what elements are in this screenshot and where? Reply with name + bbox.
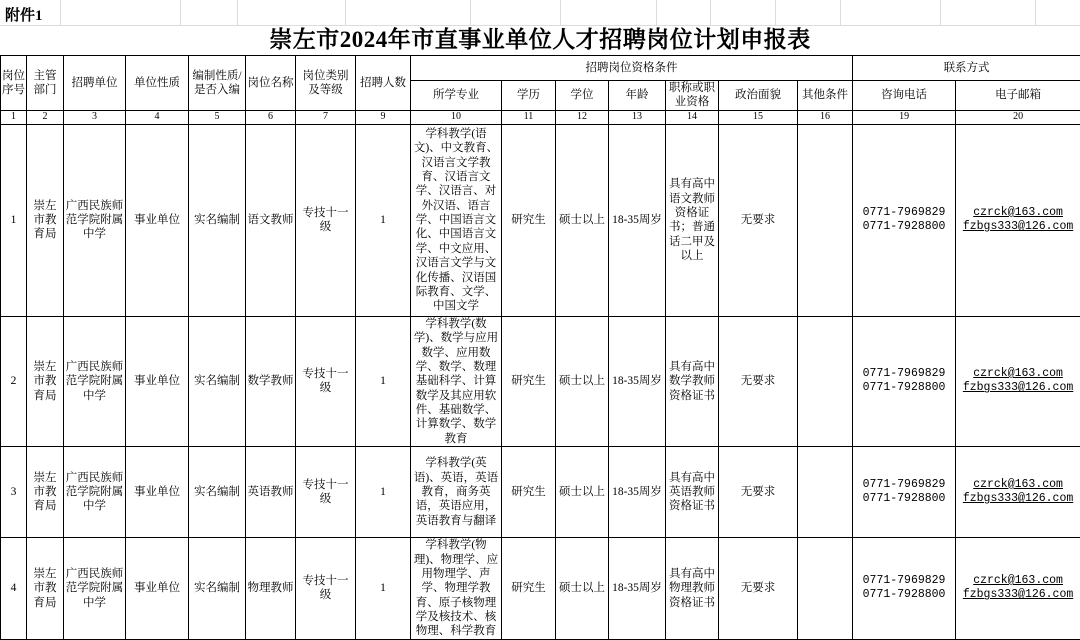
cell-political: 无要求 <box>719 316 798 446</box>
cell-dept: 崇左市教育局 <box>27 124 64 316</box>
column-number: 16 <box>798 110 853 124</box>
cell-post-grade: 专技十一级 <box>296 316 356 446</box>
table-row <box>1 538 1080 640</box>
phone-number: 0771-7928800 <box>854 220 954 234</box>
col-header-education: 学历 <box>502 81 556 111</box>
cell-unit-type: 事业单位 <box>126 447 189 538</box>
col-header-email: 电子邮箱 <box>956 81 1080 111</box>
cell-seq: 4 <box>1 538 27 640</box>
column-number: 15 <box>719 110 798 124</box>
spreadsheet-gridline <box>940 0 941 25</box>
cell-employer: 广西民族师范学院附属中学 <box>64 447 126 538</box>
column-number: 2 <box>27 110 64 124</box>
phone-number: 0771-7969829 <box>854 206 954 220</box>
col-header-post-grade: 岗位类别及等级 <box>296 56 356 111</box>
table-header <box>1 56 1080 125</box>
col-header-seq: 岗位序号 <box>1 56 27 111</box>
cell-majors: 学科教学(数学)、数学与应用数学、应用数学、数学、数理基础科学、计算数学及其应用软件、基础数学、计算数学、数学教育 <box>411 316 502 446</box>
col-header-other: 其他条件 <box>798 81 853 111</box>
column-number: 1 <box>1 110 27 124</box>
column-number: 7 <box>296 110 356 124</box>
spreadsheet-gridline <box>710 0 711 25</box>
group-header-qualification: 招聘岗位资格条件 <box>411 56 853 81</box>
col-header-unit-type: 单位性质 <box>126 56 189 111</box>
cell-employer: 广西民族师范学院附属中学 <box>64 538 126 640</box>
cell-political: 无要求 <box>719 538 798 640</box>
cell-education: 研究生 <box>502 316 556 446</box>
col-header-majors: 所学专业 <box>411 81 502 111</box>
email-link[interactable]: fzbgs333@126.com <box>957 381 1079 395</box>
cell-seq: 2 <box>1 316 27 446</box>
spreadsheet-gridline <box>775 0 776 25</box>
cell-unit-type: 事业单位 <box>126 538 189 640</box>
cell-age: 18-35周岁 <box>609 447 666 538</box>
cell-post-grade: 专技十一级 <box>296 447 356 538</box>
email-link[interactable]: czrck@163.com <box>957 367 1079 381</box>
cell-establishment: 实名编制 <box>189 447 246 538</box>
col-header-employer: 招聘单位 <box>64 56 126 111</box>
cell-emails <box>956 447 1080 538</box>
email-link[interactable]: czrck@163.com <box>957 206 1079 220</box>
column-number: 6 <box>246 110 296 124</box>
column-number: 10 <box>411 110 502 124</box>
col-header-post-name: 岗位名称 <box>246 56 296 111</box>
cell-majors: 学科教学(英语)、英语，英语教育，商务英语，英语应用，英语教育与翻译 <box>411 447 502 538</box>
column-number: 19 <box>853 110 956 124</box>
spreadsheet-gridline <box>237 0 238 25</box>
cell-political: 无要求 <box>719 447 798 538</box>
table-row <box>1 316 1080 446</box>
cell-emails <box>956 316 1080 446</box>
cell-headcount: 1 <box>356 447 411 538</box>
cell-establishment: 实名编制 <box>189 124 246 316</box>
cell-post-name: 英语教师 <box>246 447 296 538</box>
cell-phones <box>853 538 956 640</box>
sheet-top-strip <box>0 0 1080 55</box>
table-row <box>1 447 1080 538</box>
cell-post-name: 数学教师 <box>246 316 296 446</box>
spreadsheet-gridline <box>470 0 471 25</box>
col-header-political: 政治面貌 <box>719 81 798 111</box>
cell-education: 研究生 <box>502 124 556 316</box>
cell-other <box>798 316 853 446</box>
spreadsheet-gridline <box>60 0 61 25</box>
cell-dept: 崇左市教育局 <box>27 316 64 446</box>
email-link[interactable]: fzbgs333@126.com <box>957 588 1079 602</box>
column-number: 9 <box>356 110 411 124</box>
column-number: 4 <box>126 110 189 124</box>
phone-number: 0771-7928800 <box>854 381 954 395</box>
phone-number: 0771-7928800 <box>854 492 954 506</box>
attachment-label: 附件1 <box>5 4 43 25</box>
recruitment-plan-table <box>0 55 1080 640</box>
cell-phones <box>853 124 956 316</box>
cell-degree: 硕士以上 <box>556 538 609 640</box>
col-header-degree: 学位 <box>556 81 609 111</box>
cell-age: 18-35周岁 <box>609 124 666 316</box>
cell-unit-type: 事业单位 <box>126 124 189 316</box>
cell-post-name: 语文教师 <box>246 124 296 316</box>
cell-establishment: 实名编制 <box>189 316 246 446</box>
cell-degree: 硕士以上 <box>556 124 609 316</box>
cell-other <box>798 538 853 640</box>
col-header-dept: 主管部门 <box>27 56 64 111</box>
email-link[interactable]: czrck@163.com <box>957 478 1079 492</box>
cell-headcount: 1 <box>356 538 411 640</box>
column-number: 20 <box>956 110 1080 124</box>
spreadsheet-gridline <box>1035 0 1036 25</box>
cell-dept: 崇左市教育局 <box>27 447 64 538</box>
cell-majors: 学科教学(物理)、物理学、应用物理学、声学、物理学教育、原子核物理学及核技术、核物理、科学教育 <box>411 538 502 640</box>
group-header-contact: 联系方式 <box>853 56 1080 81</box>
cell-age: 18-35周岁 <box>609 316 666 446</box>
cell-dept: 崇左市教育局 <box>27 538 64 640</box>
cell-qualification: 具有高中语文教师资格证书；普通话二甲及以上 <box>666 124 719 316</box>
cell-education: 研究生 <box>502 538 556 640</box>
cell-employer: 广西民族师范学院附属中学 <box>64 316 126 446</box>
cell-post-name: 物理教师 <box>246 538 296 640</box>
cell-qualification: 具有高中英语教师资格证书 <box>666 447 719 538</box>
column-number: 5 <box>189 110 246 124</box>
cell-headcount: 1 <box>356 316 411 446</box>
column-number: 14 <box>666 110 719 124</box>
cell-phones <box>853 316 956 446</box>
cell-seq: 3 <box>1 447 27 538</box>
cell-emails <box>956 538 1080 640</box>
column-number: 11 <box>502 110 556 124</box>
column-number: 3 <box>64 110 126 124</box>
email-link[interactable]: fzbgs333@126.com <box>957 492 1079 506</box>
cell-age: 18-35周岁 <box>609 538 666 640</box>
col-header-headcount: 招聘人数 <box>356 56 411 111</box>
cell-degree: 硕士以上 <box>556 447 609 538</box>
cell-other <box>798 124 853 316</box>
col-header-qualification: 职称或职业资格 <box>666 81 719 111</box>
cell-post-grade: 专技十一级 <box>296 124 356 316</box>
cell-establishment: 实名编制 <box>189 538 246 640</box>
cell-seq: 1 <box>1 124 27 316</box>
cell-education: 研究生 <box>502 447 556 538</box>
cell-employer: 广西民族师范学院附属中学 <box>64 124 126 316</box>
cell-phones <box>853 447 956 538</box>
phone-number: 0771-7969829 <box>854 478 954 492</box>
phone-number: 0771-7928800 <box>854 588 954 602</box>
table-row <box>1 124 1080 316</box>
col-header-age: 年龄 <box>609 81 666 111</box>
email-link[interactable]: fzbgs333@126.com <box>957 220 1079 234</box>
cell-political: 无要求 <box>719 124 798 316</box>
spreadsheet-gridline <box>840 0 841 25</box>
cell-qualification: 具有高中数学教师资格证书 <box>666 316 719 446</box>
column-number: 13 <box>609 110 666 124</box>
col-header-phone: 咨询电话 <box>853 81 956 111</box>
cell-post-grade: 专技十一级 <box>296 538 356 640</box>
spreadsheet-gridline <box>560 0 561 25</box>
spreadsheet-gridline <box>656 0 657 25</box>
cell-headcount: 1 <box>356 124 411 316</box>
column-number: 12 <box>556 110 609 124</box>
phone-number: 0771-7969829 <box>854 574 954 588</box>
spreadsheet-gridline <box>180 0 181 25</box>
cell-emails <box>956 124 1080 316</box>
table-body <box>1 124 1080 639</box>
cell-degree: 硕士以上 <box>556 316 609 446</box>
cell-other <box>798 447 853 538</box>
phone-number: 0771-7969829 <box>854 367 954 381</box>
email-link[interactable]: czrck@163.com <box>957 574 1079 588</box>
spreadsheet-gridline <box>345 0 346 25</box>
col-header-establishment: 编制性质/是否入编 <box>189 56 246 111</box>
cell-majors: 学科教学(语文)、中文教育、汉语言文学教育、汉语言文学、汉语言、对外汉语、语言学、中国语言文化、中国语言文学、中文应用、汉语言文学与文化传播、汉语国际教育、文学、中国文学 <box>411 124 502 316</box>
cell-qualification: 具有高中物理教师资格证书 <box>666 538 719 640</box>
cell-unit-type: 事业单位 <box>126 316 189 446</box>
page-title: 崇左市2024年市直事业单位人才招聘岗位计划申报表 <box>0 25 1080 55</box>
